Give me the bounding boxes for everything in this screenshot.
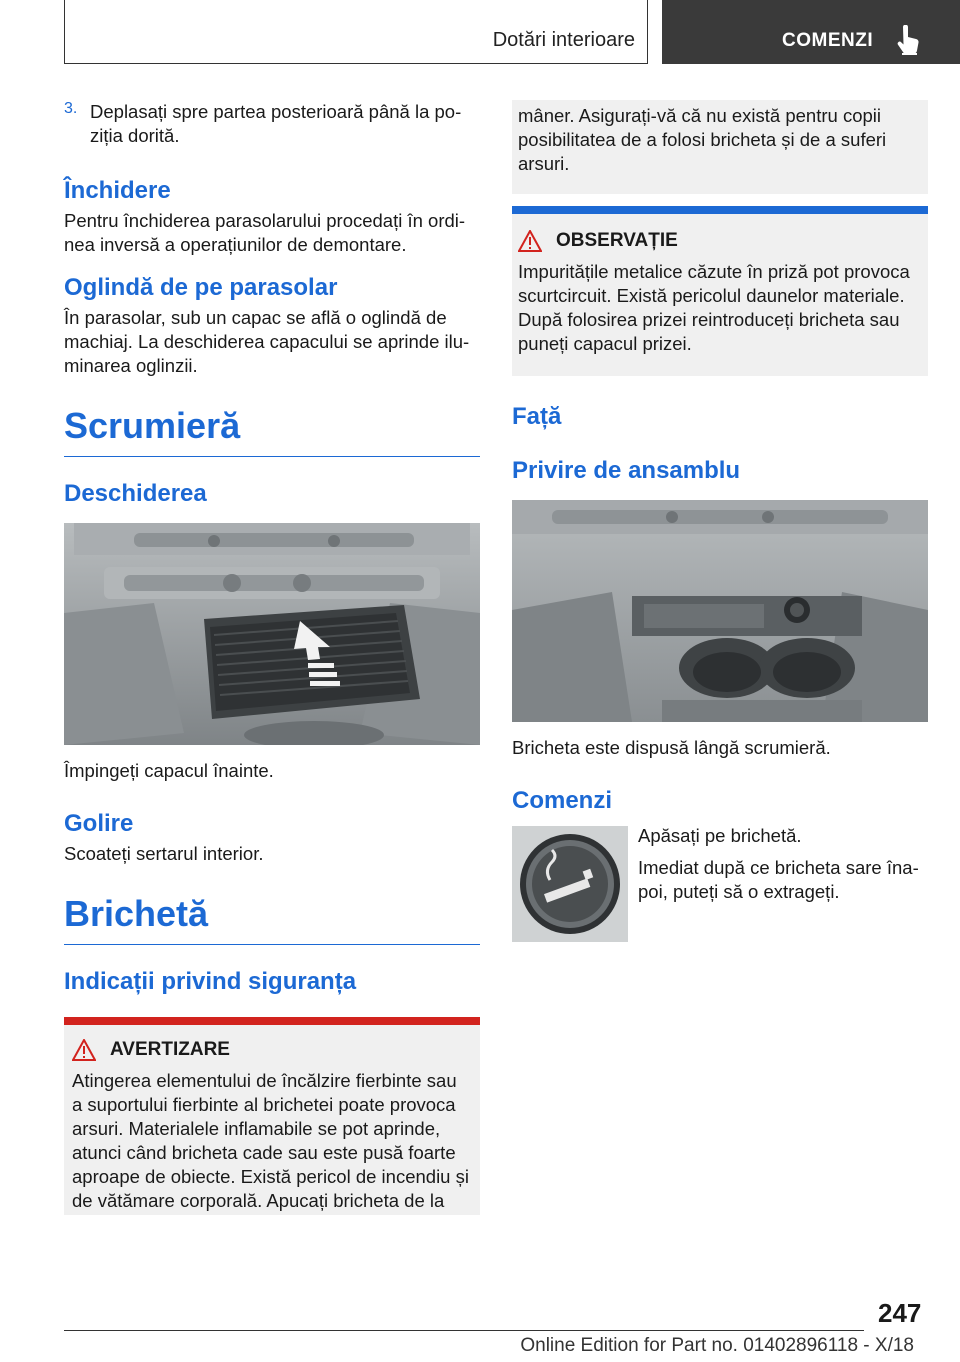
left-column xyxy=(64,100,480,1215)
warning-title: AVERTIZARE xyxy=(110,1039,230,1060)
tab-comenzi-label: COMENZI xyxy=(782,30,874,51)
footer-edition: Online Edition for Part no. 01402896118 - X/18 xyxy=(520,1335,914,1356)
heading-inchidere: Închidere xyxy=(64,177,171,204)
comenzi-text-1: Apăsați pe brichetă. xyxy=(638,825,802,846)
header-frame xyxy=(64,0,648,64)
warning-bar xyxy=(64,1017,480,1025)
warning-box-continued xyxy=(512,100,928,194)
heading-fata: Față xyxy=(512,403,562,430)
warning-triangle-icon xyxy=(518,230,542,252)
heading-deschiderea: Deschiderea xyxy=(64,480,207,507)
notice-title-row xyxy=(518,230,922,252)
cigarette-lighter-icon xyxy=(512,826,628,942)
lighter-photo xyxy=(512,826,628,942)
comenzi-text-2: Imediat după ce bricheta sare îna‐poi, puteți să o extrageți. xyxy=(638,857,919,902)
heading-golire: Golire xyxy=(64,810,134,837)
warning-title-row xyxy=(72,1039,472,1061)
heading-comenzi: Comenzi xyxy=(512,787,613,814)
step-3-number: 3. xyxy=(64,100,78,117)
privire-caption: Bricheta este dispusă lângă scrumieră. xyxy=(512,737,831,758)
comenzi-row xyxy=(512,824,928,944)
warning-text: Atingerea elementului de încălzire fierbinte sau a suportului fierbinte al brichetei poate provoca arsuri. Materialele inflamabile se pot aprinde, atunci când bricheta cade sau este pusă foarte aproape de obiecte. Există pericol de incendiu și de vătămare corporală. Apucați bricheta de la xyxy=(72,1070,469,1211)
scrumiera-rule xyxy=(64,456,480,457)
notice-bar xyxy=(512,206,928,214)
deschiderea-caption: Împingeți capacul înainte. xyxy=(64,760,274,781)
right-column xyxy=(512,100,928,944)
notice-box xyxy=(512,206,928,376)
warning-triangle-icon xyxy=(72,1039,96,1061)
pointing-hand-icon xyxy=(896,25,922,55)
warning-text-continued: mâner. Asigurați-vă că nu există pentru copii posibilitatea de a folosi bricheta și de a suferi arsuri. xyxy=(518,105,887,174)
footer-rule xyxy=(64,1330,864,1331)
console-illustration xyxy=(512,500,928,722)
heading-oglinda: Oglindă de pe parasolar xyxy=(64,274,338,301)
console-photo xyxy=(512,500,928,722)
golire-text: Scoateți sertarul interior. xyxy=(64,843,264,864)
page-number: 247 xyxy=(878,1298,922,1328)
notice-title: OBSERVAȚIE xyxy=(556,230,678,251)
bricheta-rule xyxy=(64,944,480,945)
heading-bricheta: Brichetă xyxy=(64,893,209,934)
heading-scrumiera: Scrumieră xyxy=(64,405,241,446)
ashtray-photo xyxy=(64,523,480,745)
oglinda-text: În parasolar, sub un capac se află o oglindă de machiaj. La deschiderea capacului se aprinde ilu‐minarea oglinzii. xyxy=(64,307,470,376)
inchidere-text: Pentru închiderea parasolarului procedați în ordi‐nea inversă a operațiunilor de demontare. xyxy=(64,210,466,255)
heading-siguranta: Indicații privind siguranța xyxy=(64,968,357,995)
warning-box xyxy=(64,1017,480,1215)
ashtray-illustration xyxy=(64,523,480,745)
section-label: Dotări interioare xyxy=(492,29,635,51)
step-3-text: Deplasați spre partea posterioară până la po‐ziția dorită. xyxy=(90,101,462,146)
notice-text: Impuritățile metalice căzute în priză pot provoca scurtcircuit. Există pericolul daunelor materiale. După folosirea prizei reintroduceți bricheta sau puneți capacul prizei. xyxy=(518,261,910,354)
heading-privire: Privire de ansamblu xyxy=(512,457,741,484)
step-3 xyxy=(64,100,480,148)
tab-comenzi[interactable] xyxy=(662,0,960,64)
